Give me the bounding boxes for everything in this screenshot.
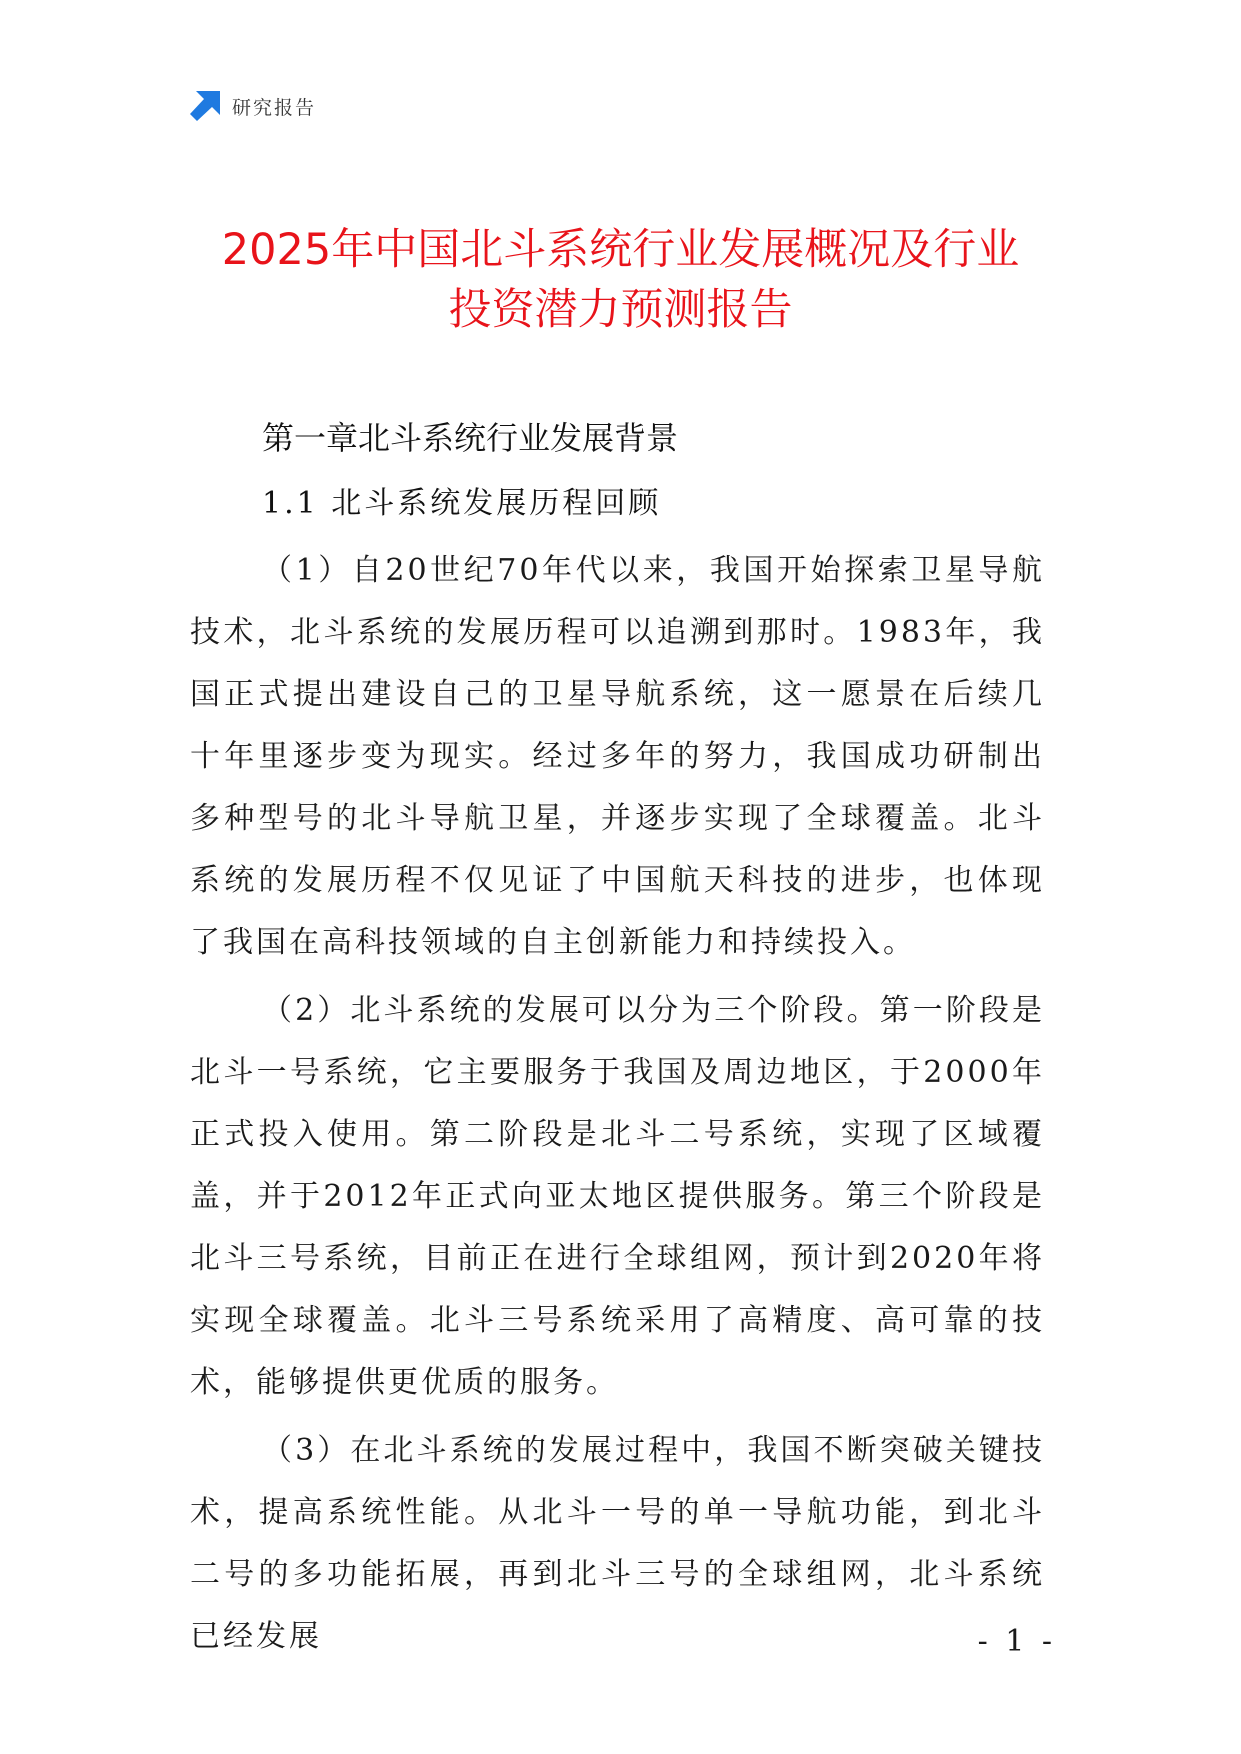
- header-label: 研究报告: [232, 96, 317, 119]
- paragraph-2: （2）北斗系统的发展可以分为三个阶段。第一阶段是北斗一号系统，它主要服务于我国及周边地区，于2000年正式投入使用。第二阶段是北斗二号系统，实现了区域覆盖，并于2012年正式向亚太地区提供服务。第三个阶段是北斗三号系统，目前正在进行全球组网，预计到2020年将实现全球覆盖。北斗三号系统采用了高精度、高可靠的技术，能够提供更优质的服务。: [190, 993, 1045, 1400]
- report-title: [150, 220, 1091, 340]
- paragraph-3: （3）在北斗系统的发展过程中，我国不断突破关键技术，提高系统性能。从北斗一号的单一导航功能，到北斗二号的多功能拓展，再到北斗三号的全球组网，北斗系统已经发展: [190, 1433, 1045, 1654]
- title-line-2: 投资潜力预测报告: [448, 285, 793, 335]
- chapter-heading: 第一章北斗系统行业发展背景: [262, 419, 679, 457]
- title-line-1: 2025年中国北斗系统行业发展概况及行业: [221, 225, 1020, 275]
- report-header: [190, 90, 316, 122]
- paragraph-1: （1）自20世纪70年代以来，我国开始探索卫星导航技术，北斗系统的发展历程可以追溯到那时。1983年，我国正式提出建设自己的卫星导航系统，这一愿景在后续几十年里逐步变为现实。经过多年的努力，我国成功研制出多种型号的北斗导航卫星，并逐步实现了全球覆盖。北斗系统的发展历程不仅见证了中国航天科技的进步，也体现了我国在高科技领域的自主创新能力和持续投入。: [190, 553, 1045, 960]
- section-heading: 1.1 北斗系统发展历程回顾: [262, 486, 662, 521]
- arrow-up-right-icon: [190, 91, 220, 121]
- body-text: [190, 540, 1045, 1674]
- page-number: - 1 -: [977, 1624, 1056, 1659]
